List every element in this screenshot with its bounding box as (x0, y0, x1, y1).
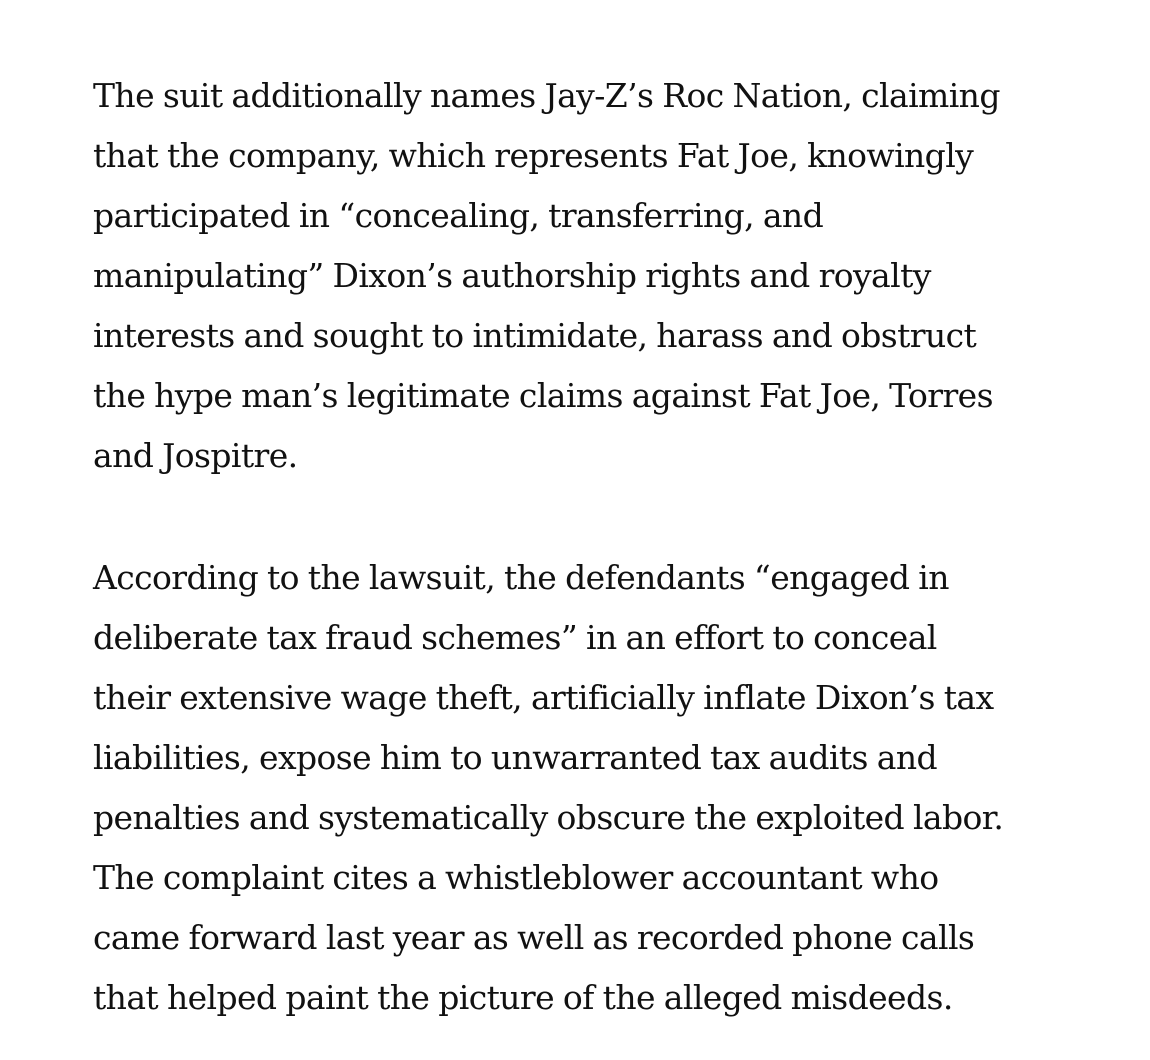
text-line: their extensive wage theft, artificially inflate Dixon’s tax (93, 678, 994, 717)
text-line: manipulating” Dixon’s authorship rights and royalty (93, 256, 931, 295)
text-line: penalties and systematically obscure the exploited labor. (93, 798, 1004, 837)
text-line: the hype man’s legitimate claims against Fat Joe, Torres (93, 376, 993, 415)
text-line: participated in “concealing, transferring, and (93, 196, 824, 235)
text-line: The suit additionally names Jay-Z’s Roc Nation, claiming (93, 76, 1000, 115)
text-line: deliberate tax fraud schemes” in an effort to conceal (93, 618, 937, 657)
article-paragraph-tax-fraud (93, 548, 1093, 1028)
text-line: interests and sought to intimidate, harass and obstruct (93, 316, 977, 355)
text-line: According to the lawsuit, the defendants “engaged in (93, 558, 949, 597)
text-line: The complaint cites a whistleblower accountant who (93, 858, 939, 897)
article-paragraph-roc-nation (93, 66, 1093, 486)
text-line: came forward last year as well as recorded phone calls (93, 918, 975, 957)
text-line: liabilities, expose him to unwarranted tax audits and (93, 738, 938, 777)
article-body (93, 66, 1093, 1028)
text-line: that the company, which represents Fat Joe, knowingly (93, 136, 974, 175)
text-line: and Jospitre. (93, 436, 298, 475)
text-line: that helped paint the picture of the alleged misdeeds. (93, 978, 953, 1017)
